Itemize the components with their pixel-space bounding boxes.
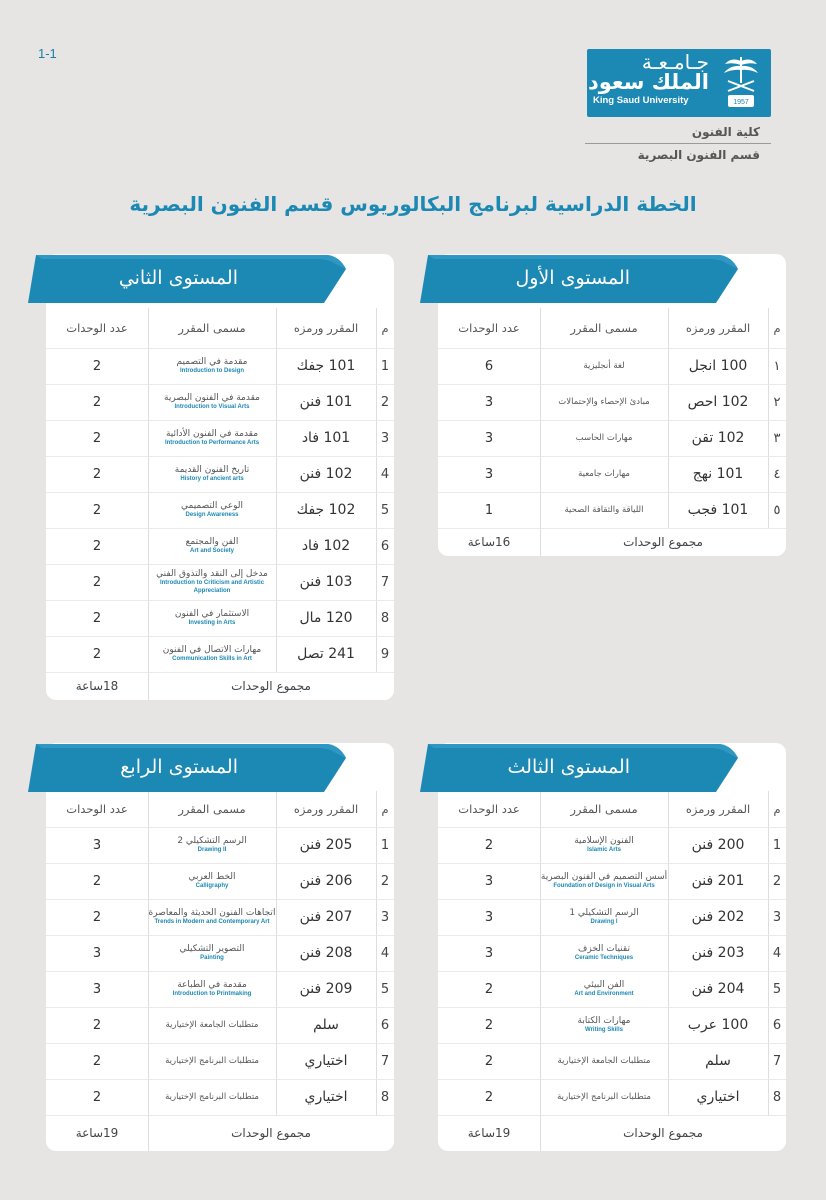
course-code: اختياري <box>304 1053 348 1069</box>
course-name-arabic: الفن والمجتمع <box>185 536 239 547</box>
course-units: 2 <box>92 1017 102 1033</box>
course-name <box>540 971 668 1007</box>
course-name-english: Introduction to Performance Arts <box>164 439 260 446</box>
course-units: 2 <box>92 538 102 554</box>
logo-arabic-line1: جـامـعـة <box>641 50 709 74</box>
course-name-arabic: مهارات الكتابة <box>577 1015 631 1026</box>
course-code: 102 جفك <box>296 502 356 518</box>
course-name-arabic: الفنون الإسلامية <box>574 835 634 846</box>
row-number: 4 <box>772 945 782 961</box>
header-units: عدد الوحدات <box>458 321 520 335</box>
course-code: 101 جفك <box>296 358 356 374</box>
course-name <box>148 827 276 863</box>
faculty-name: كلية الفنون <box>691 125 760 139</box>
header-course-name: مسمى المقرر <box>178 321 246 335</box>
row-number: 4 <box>380 945 390 961</box>
row-number: 3 <box>380 430 390 446</box>
row-number: 5 <box>380 502 390 518</box>
course-code: اختياري <box>304 1089 348 1105</box>
row-number: 5 <box>772 981 782 997</box>
course-code: 205 فنن <box>299 837 353 853</box>
row-number: ٤ <box>773 466 781 482</box>
course-name-english: Islamic Arts <box>587 846 621 853</box>
course-code: 207 فنن <box>299 909 353 925</box>
course-name <box>540 935 668 971</box>
course-code: 102 احص <box>687 394 749 410</box>
row-number: 1 <box>380 358 390 374</box>
level-banner <box>28 255 348 303</box>
course-code: 101 نهج <box>692 466 744 482</box>
svg-text:1957: 1957 <box>733 99 749 106</box>
course-name-arabic: الفن البيئي <box>583 979 625 990</box>
row-number: 7 <box>772 1053 782 1069</box>
course-code: 101 فجب <box>687 502 749 518</box>
course-name <box>540 1007 668 1043</box>
course-name-arabic: اتجاهات الفنون الحديثة والمعاصرة <box>148 907 276 918</box>
course-units: 2 <box>92 610 102 626</box>
course-name <box>540 384 668 420</box>
course-name-english: Drawing II <box>197 846 227 853</box>
level-banner <box>420 744 740 792</box>
course-units: 2 <box>484 981 494 997</box>
course-units: 2 <box>92 873 102 889</box>
course-code: 202 فنن <box>691 909 745 925</box>
course-units: 2 <box>92 574 102 590</box>
course-name <box>148 971 276 1007</box>
course-name <box>148 456 276 492</box>
course-code: 200 فنن <box>691 837 745 853</box>
course-code: 209 فنن <box>299 981 353 997</box>
course-name <box>148 564 276 600</box>
header-course-code: المقرر ورمزه <box>685 802 751 816</box>
course-units: 3 <box>484 466 494 482</box>
row-number: 4 <box>380 466 390 482</box>
row-number: 7 <box>380 1053 390 1069</box>
level-banner <box>28 744 348 792</box>
course-name-arabic: الوعي التصميمي <box>181 500 244 511</box>
course-name-arabic: مهارات الحاسب <box>575 432 633 443</box>
row-number: 9 <box>380 646 390 662</box>
course-code: 101 فنن <box>299 394 353 410</box>
course-name-english: Communication Skills in Art <box>172 655 252 662</box>
course-name <box>148 935 276 971</box>
total-units-value: 16ساعة <box>467 535 511 549</box>
header-course-name: مسمى المقرر <box>570 802 638 816</box>
course-name-arabic: مبادئ الإحصاء والإحتمالات <box>558 396 650 407</box>
course-name <box>540 420 668 456</box>
course-code: 208 فنن <box>299 945 353 961</box>
course-name-arabic: اللياقة والثقافة الصحية <box>564 504 644 515</box>
row-number: ٢ <box>773 394 781 410</box>
row-number: 6 <box>772 1017 782 1033</box>
row-number: ٥ <box>773 502 781 518</box>
course-name-arabic: الرسم التشكيلي 2 <box>177 835 247 846</box>
level-card <box>438 743 786 1151</box>
course-units: 3 <box>92 837 102 853</box>
course-name-arabic: مهارات الاتصال في الفنون <box>162 644 262 655</box>
row-number: 5 <box>380 981 390 997</box>
row-number: 8 <box>380 610 390 626</box>
course-name-english: Introduction to Criticism and Artistic Appreciation <box>159 580 265 594</box>
course-units: 3 <box>484 909 494 925</box>
row-number: 3 <box>380 909 390 925</box>
course-units: 3 <box>92 945 102 961</box>
course-units: 2 <box>92 430 102 446</box>
header-units: عدد الوحدات <box>458 802 520 816</box>
course-name-english: Introduction to Printmaking <box>172 990 252 997</box>
total-units-label: مجموع الوحدات <box>623 1126 703 1140</box>
course-units: 2 <box>92 909 102 925</box>
course-code: 102 فنن <box>299 466 353 482</box>
course-name <box>148 420 276 456</box>
header-course-name: مسمى المقرر <box>570 321 638 335</box>
course-name <box>148 1007 276 1043</box>
course-name-arabic: الاستثمار في الفنون <box>174 608 250 619</box>
course-name-arabic: تاريخ الفنون القديمة <box>174 464 250 475</box>
course-name <box>148 636 276 672</box>
course-name-arabic: متطلبات البرنامج الإختيارية <box>165 1055 259 1066</box>
course-name-english: Introduction to Design <box>180 367 244 374</box>
course-name-arabic: تقنيات الخزف <box>578 943 630 954</box>
header-number: م <box>773 321 781 335</box>
course-name <box>148 528 276 564</box>
header-number: م <box>381 802 389 816</box>
row-number: 2 <box>772 873 782 889</box>
course-name-arabic: متطلبات الجامعة الإختيارية <box>165 1019 259 1030</box>
course-name <box>540 863 668 899</box>
course-code: 100 انجل <box>688 358 748 374</box>
header-divider <box>585 143 771 144</box>
course-code: سلم <box>705 1053 731 1069</box>
course-units: 1 <box>484 502 494 518</box>
row-number: 6 <box>380 1017 390 1033</box>
course-name <box>148 348 276 384</box>
course-name-arabic: متطلبات البرنامج الإختيارية <box>557 1091 651 1102</box>
course-units: 2 <box>92 394 102 410</box>
course-units: 2 <box>484 1053 494 1069</box>
course-name-english: Design Awareness <box>185 511 239 518</box>
course-name-english: History of ancient arts <box>180 475 244 482</box>
level-title: المستوى الثالث <box>507 756 630 778</box>
logo-english-name: King Saud University <box>593 95 689 106</box>
course-name-english: Writing Skills <box>585 1026 623 1033</box>
header-units: عدد الوحدات <box>66 321 128 335</box>
page-title: الخطة الدراسية لبرنامج البكالوريوس قسم الفنون البصرية <box>129 192 697 216</box>
course-units: 2 <box>484 1017 494 1033</box>
course-name <box>540 827 668 863</box>
course-name-arabic: لغة أنجليزية <box>583 360 625 371</box>
course-name <box>540 492 668 528</box>
course-name-english: Drawing I <box>590 918 618 925</box>
page-number: 1-1 <box>38 46 57 61</box>
course-units: 2 <box>484 1089 494 1105</box>
course-name-arabic: الرسم التشكيلي 1 <box>569 907 639 918</box>
course-units: 2 <box>92 358 102 374</box>
total-units-label: مجموع الوحدات <box>623 535 703 549</box>
logo-arabic-line2: الملك سعود <box>587 70 709 94</box>
course-name-english: Foundation of Design in Visual Arts <box>553 882 655 889</box>
total-units-label: مجموع الوحدات <box>231 1126 311 1140</box>
course-name-arabic: مقدمة في الفنون الأدائية <box>165 428 259 439</box>
header-course-code: المقرر ورمزه <box>293 321 359 335</box>
course-code: 101 فاد <box>301 430 351 446</box>
course-name <box>540 899 668 935</box>
course-name-arabic: مقدمة في الطباعة <box>177 979 247 990</box>
course-name-arabic: متطلبات البرنامج الإختيارية <box>165 1091 259 1102</box>
header-course-name: مسمى المقرر <box>178 802 246 816</box>
course-code: 204 فنن <box>691 981 745 997</box>
row-number: 8 <box>772 1089 782 1105</box>
course-name <box>148 899 276 935</box>
course-name-arabic: الخط العربي <box>188 871 236 882</box>
course-code: اختياري <box>696 1089 740 1105</box>
course-units: 3 <box>484 394 494 410</box>
course-name-english: Trends in Modern and Contemporary Art <box>154 918 270 925</box>
course-name-arabic: مقدمة في الفنون البصرية <box>164 392 260 403</box>
header-number: م <box>773 802 781 816</box>
row-number: 7 <box>380 574 390 590</box>
row-number: 8 <box>380 1089 390 1105</box>
course-name-english: Calligraphy <box>195 882 229 889</box>
row-number: ١ <box>773 358 781 374</box>
course-name <box>148 863 276 899</box>
course-name <box>148 492 276 528</box>
header-course-code: المقرر ورمزه <box>685 321 751 335</box>
course-units: 2 <box>92 646 102 662</box>
header-course-code: المقرر ورمزه <box>293 802 359 816</box>
course-code: 102 تقن <box>691 430 745 446</box>
course-name <box>540 456 668 492</box>
total-units-value: 19ساعة <box>467 1126 511 1140</box>
course-name-arabic: أسس التصميم في الفنون البصرية <box>540 871 668 882</box>
course-name-arabic: مدخل إلى النقد والتذوق الفني <box>156 568 268 579</box>
course-name-english: Introduction to Visual Arts <box>174 403 250 410</box>
course-code: 241 تصل <box>297 646 355 662</box>
total-units-value: 18ساعة <box>75 679 119 693</box>
course-units: 3 <box>484 945 494 961</box>
course-name <box>148 1079 276 1115</box>
course-name-english: Painting <box>200 954 224 961</box>
course-name-arabic: التصوير التشكيلي <box>179 943 245 954</box>
course-name <box>540 348 668 384</box>
course-code: 206 فنن <box>299 873 353 889</box>
row-number: 1 <box>380 837 390 853</box>
course-name <box>148 1043 276 1079</box>
course-units: 2 <box>92 466 102 482</box>
course-units: 2 <box>484 837 494 853</box>
course-code: 102 فاد <box>301 538 351 554</box>
course-units: 3 <box>484 873 494 889</box>
header-units: عدد الوحدات <box>66 802 128 816</box>
header-number: م <box>381 321 389 335</box>
total-units-value: 19ساعة <box>75 1126 119 1140</box>
course-code: 103 فنن <box>299 574 353 590</box>
row-number: 2 <box>380 873 390 889</box>
course-name-arabic: مقدمة في التصميم <box>176 356 248 367</box>
palm-seal-icon <box>716 53 766 111</box>
course-name <box>540 1079 668 1115</box>
course-code: 100 عرب <box>687 1017 749 1033</box>
level-banner <box>420 255 740 303</box>
total-units-label: مجموع الوحدات <box>231 679 311 693</box>
course-name-arabic: مهارات جامعية <box>578 468 630 479</box>
course-units: 3 <box>484 430 494 446</box>
course-name <box>148 384 276 420</box>
row-number: 6 <box>380 538 390 554</box>
course-name-arabic: متطلبات الجامعة الإختيارية <box>557 1055 651 1066</box>
level-card <box>46 743 394 1151</box>
department-name: قسم الفنون البصرية <box>637 148 760 162</box>
course-code: سلم <box>313 1017 339 1033</box>
university-logo <box>587 49 771 117</box>
course-units: 2 <box>92 1089 102 1105</box>
course-units: 6 <box>484 358 494 374</box>
row-number: 3 <box>772 909 782 925</box>
level-title: المستوى الأول <box>515 267 630 289</box>
level-title: المستوى الثاني <box>118 267 238 289</box>
row-number: 2 <box>380 394 390 410</box>
level-card <box>46 254 394 700</box>
course-name-english: Ceramic Techniques <box>574 954 634 961</box>
row-number: ٣ <box>773 430 781 446</box>
course-name <box>540 1043 668 1079</box>
course-code: 120 مال <box>299 610 353 626</box>
course-units: 2 <box>92 1053 102 1069</box>
level-title: المستوى الرابع <box>120 756 238 778</box>
course-code: 201 فنن <box>691 873 745 889</box>
course-units: 3 <box>92 981 102 997</box>
row-number: 1 <box>772 837 782 853</box>
course-code: 203 فنن <box>691 945 745 961</box>
course-units: 2 <box>92 502 102 518</box>
course-name-english: Art and Society <box>190 547 235 554</box>
course-name-english: Investing in Arts <box>188 619 236 626</box>
course-name <box>148 600 276 636</box>
course-name-english: Art and Environment <box>574 990 634 997</box>
